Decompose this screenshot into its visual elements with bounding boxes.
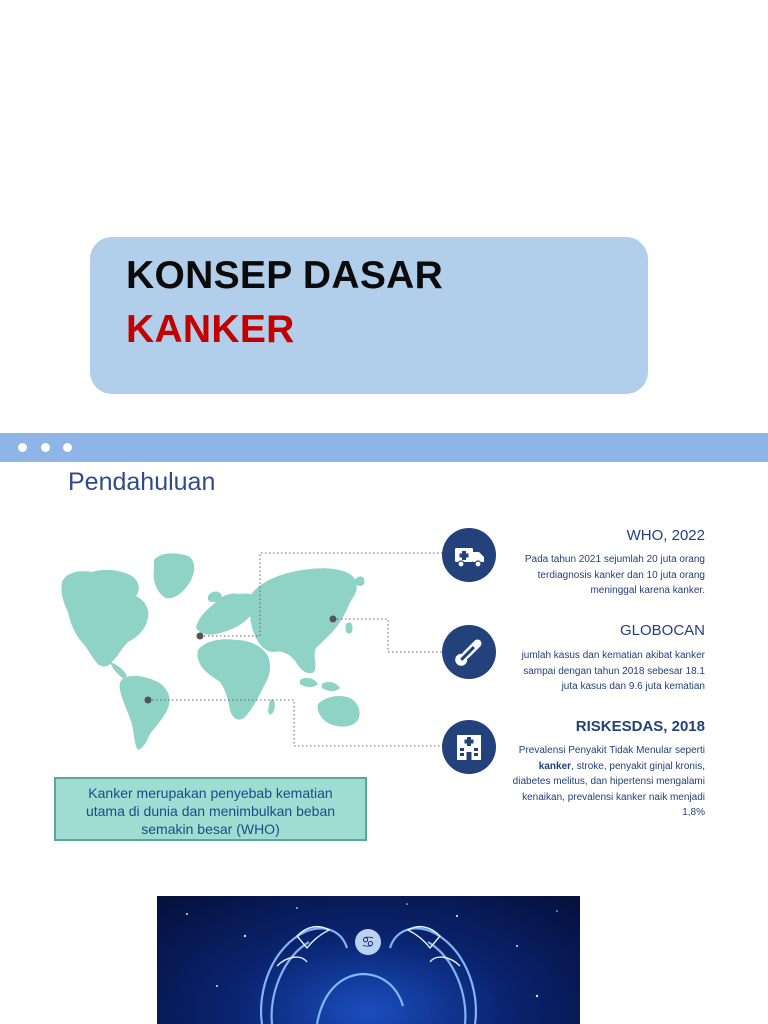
source-text-riskesdas: Prevalensi Penyakit Tidak Menular seperti kanker, stroke, penyakit ginjal kronis, diabetes melitus, dan hipertensi mengalami kenaikan, prevalensi kanker naik menjadi 1,8% [512,745,705,818]
source-text-globocan: jumlah kasus dan kematian akibat kanker sampai dengan tahun 2018 sebesar 18.1 juta kasus dan 9.6 juta kematian [521,650,705,692]
ambulance-icon [442,528,496,582]
who-quote-box [54,777,367,841]
source-title-globocan: GLOBOCAN [619,622,705,639]
svg-text:♋: ♋ [361,933,375,951]
slide-heading: Pendahuluan [68,468,216,496]
cancer-zodiac-image [157,896,580,1024]
bar-dot-icon [18,443,27,452]
bar-dot-icon [41,443,50,452]
thermometer-icon [442,625,496,679]
slide-header-bar [0,433,768,462]
title-card [90,237,648,394]
who-quote-line: semakin besar (WHO) [141,821,280,837]
title-line-2: KANKER [126,308,295,351]
source-title-riskesdas: RISKESDAS, 2018 [575,718,705,735]
title-line-1: KONSEP DASAR [126,254,444,297]
source-title-who: WHO, 2022 [626,527,705,544]
bar-dot-icon [63,443,72,452]
hospital-icon [442,720,496,774]
who-quote-line: Kanker merupakan penyebab kematian [88,785,333,801]
who-quote-line: utama di dunia dan menimbulkan beban [85,803,336,819]
source-text-who: Pada tahun 2021 sejumlah 20 juta orang terdiagnosis kanker dan 10 juta orang meninggal karena kanker. [524,554,705,596]
